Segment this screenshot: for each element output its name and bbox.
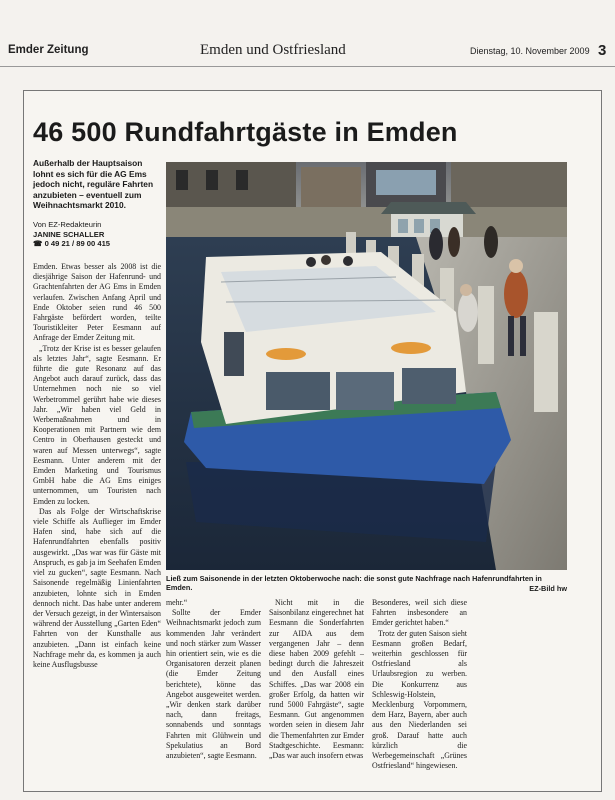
article-column-2 [166,598,261,788]
paragraph: Besonderes, weil sich diese Fahrten insbesondere an Emder gerichtet haben.“ [372,598,467,628]
section-title: Emden und Ostfriesland [200,42,346,58]
paragraph: Nicht mit in die Saisonbilanz eingerechnet hat Eesmann die Sonderfahrten zur AIDA aus dem vergangenen Jahr – denn diese haben 2009 gefehlt – bedingt durch die Jahreszeit und den Ausfall eines Schiffes. „Das war 2008 ein großer Erfolg, da hatten wir rund 5000 Fahrgäste“, sagte Eesmann. Gut angenommen worden seien in diesem Jahr die Themenfahrten zur Emder Stadtgeschichte. Eesmann: „Das war auch insofern etwas [269,598,364,761]
author-phone: ☎ 0 49 21 / 89 00 415 [33,239,111,249]
article-column-1 [33,262,161,670]
issue-date: Dienstag, 10. November 2009 [470,46,590,56]
photo-credit: EZ-Bild hw [529,584,567,593]
paragraph: Sollte der Emder Weihnachtsmarkt jedoch zum kommenden Jahr verändert und noch stärker zum Wasser hin orientiert sein, wie es die Organisatoren derzeit planen (die Emder Zeitung berichtete), könne das Angebot ausgeweitet werden. „Wir denken stark darüber nach, dann freitags, sonnabends und sonntags Fahrten mit Glühwein und Spekulatius an Bord anzubieten“, sagte Eesmann. [166,608,261,761]
author-byline [33,220,161,249]
page-header [0,40,615,64]
paragraph: Emden. Etwas besser als 2008 ist die diesjährige Saison der Hafenrund- und Grachtenfahrten der AG Ems in Emden verlaufen. Zwischen Anfang April und Ende Oktober seien rund 46 500 Fahrgäste befördert worden, teilte Touristikleiter Peter Eesmann auf Anfrage der Emder Zeitung mit. [33,262,161,343]
article-column-4 [372,598,467,788]
harbor-boat-photo [166,162,567,570]
paragraph: Das als Folge der Wirtschaftskrise viele Schiffe als Auflieger im Emder Hafen sind, habe sich auf die Hafenrundfahrten ebenfalls positiv ausgewirkt. „Das war was für Gäste mit Anspruch, es gab ja im Seehafen Emden viel zu gucken“, sagte Eesmann. Nach Saisonende regelmäßig Linienfahrten anzubieten, lohnte sich in Emden dennoch nicht. Das habe unter anderem der Versuch gezeigt, in der Wintersaison während der Ausstellung „Garten Eden“ Fahrten von der Kunsthalle aus anzubieten. „Dann ist einfach keine Nachfrage mehr da, es kommen ja auch keine Ausflugsbusse [33,506,161,669]
headline: 46 500 Rundfahrtgäste in Emden [33,117,458,147]
header-rule [0,66,615,67]
caption-text: Ließ zum Saisonende in der letzten Oktoberwoche nach: die sonst gute Nachfrage nach Hafenrundfahrten in Emden. [166,574,542,593]
paragraph: mehr.“ [166,598,188,607]
paragraph: „Trotz der Krise ist es besser gelaufen als letztes Jahr“, sagte Eesmann. Er führte die gute Resonanz auf das Angebot auch darauf zurück, dass das Unternehmen noch nie so viel Werbetrommel gerührt habe wie dieses Jahr. „Wir haben viel Geld in Werbemaßnahmen und in Kooperationen mit Partnern wie dem Centro in Oberhausen gesteckt und waren auf Messen unterwegs“, sagte Eesmann. Unter anderem mit der Emden Marketing und Tourismus GmbH habe die AG Ems einiges unternommen, um Touristen nach Emden zu locken. [33,343,161,506]
newspaper-name: Emder Zeitung [8,44,89,56]
author-name: JANINE SCHALLER [33,229,105,239]
boat-photo-illustration [166,162,567,570]
author-role: Von EZ-Redakteurin [33,220,102,229]
lead-paragraph: Außerhalb der Hauptsaison lohnt es sich für die AG Ems jedoch nicht, reguläre Fahrten anzubieten – eventuell zum Weihnachtsmarkt 2010. [33,158,154,211]
page-number: 3 [598,42,607,59]
article-column-3 [269,598,364,788]
paragraph: Trotz der guten Saison sieht Eesmann großen Bedarf, weiterhin geschlossen für Ostfriesland als Urlaubsregion zu werben. Die Konkurrenz aus Schleswig-Holstein, Mecklenburg Vorpommern, dem Harz, Bayern, aber auch aus den Niederlanden sei groß. Darauf hatte auch kürzlich die Werbegemeinschaft „Grünes Ostfriesland“ hingewiesen. [372,628,467,771]
photo-caption [166,574,567,593]
